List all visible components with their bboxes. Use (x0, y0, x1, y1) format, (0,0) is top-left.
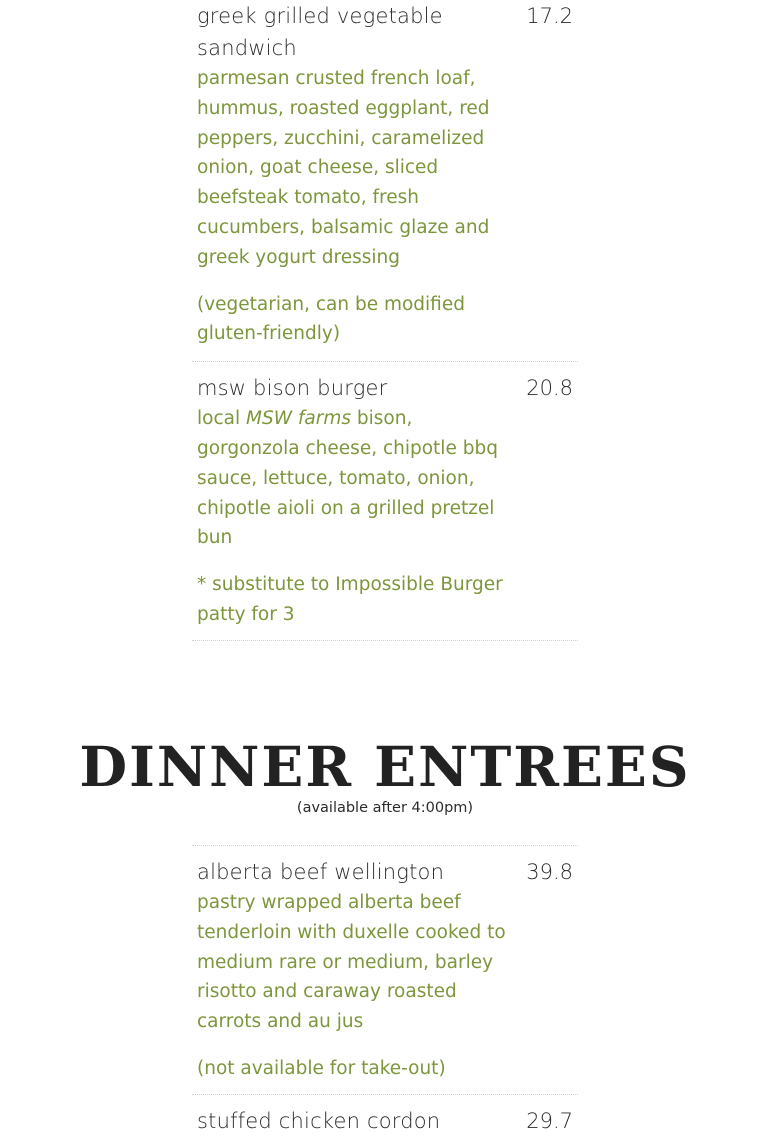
description-prefix: local (197, 408, 241, 430)
menu-item-greek-sandwich (192, 0, 578, 362)
section-subtitle: (available after 4:00pm) (296, 800, 474, 816)
farm-name: MSW farms (246, 408, 351, 430)
item-header (197, 0, 573, 64)
item-name: stuffed chicken cordon (197, 1108, 441, 1133)
item-description (197, 404, 515, 553)
menu-item-chicken-cordon (192, 1095, 578, 1137)
item-note: * substitute to Impossible Burger patty for 3 (197, 574, 503, 625)
item-price: 29.7 (526, 1108, 573, 1133)
item-name: greek grilled vegetable sandwich (197, 4, 443, 60)
item-price: 20.8 (526, 376, 573, 401)
divider (192, 845, 578, 846)
dinner-menu-list (192, 856, 578, 1137)
section-title: DINNER ENTREES (79, 734, 691, 799)
item-header (197, 1105, 573, 1137)
item-price: 39.8 (526, 860, 573, 884)
menu-item-bison-burger (192, 362, 578, 641)
item-note: (vegetarian, can be modified gluten-friendly) (197, 293, 465, 345)
item-name: alberta beef wellington (197, 860, 445, 884)
description-rest: bison, gorgonzola cheese, chipotle bbq sauce, lettuce, tomato, onion, chipotle aioli on a grilled pretzel bun (197, 408, 498, 549)
item-header (197, 372, 573, 404)
item-name: msw bison burger (197, 376, 388, 401)
lunch-menu-list (192, 0, 578, 641)
item-header (197, 856, 573, 888)
menu-item-beef-wellington (192, 856, 578, 1095)
item-description: pastry wrapped alberta beef tenderloin with duxelle cooked to medium rare or medium, barley risotto and caraway roasted carrots and au jus (197, 892, 506, 1033)
item-description: parmesan crusted french loaf, hummus, roasted eggplant, red peppers, zucchini, caramelized onion, goat cheese, sliced beefsteak tomato, fresh cucumbers, balsamic glaze and greek yogurt dressing (197, 68, 490, 268)
item-price: 17.2 (526, 4, 573, 28)
item-note: (not available for take-out) (197, 1057, 446, 1079)
